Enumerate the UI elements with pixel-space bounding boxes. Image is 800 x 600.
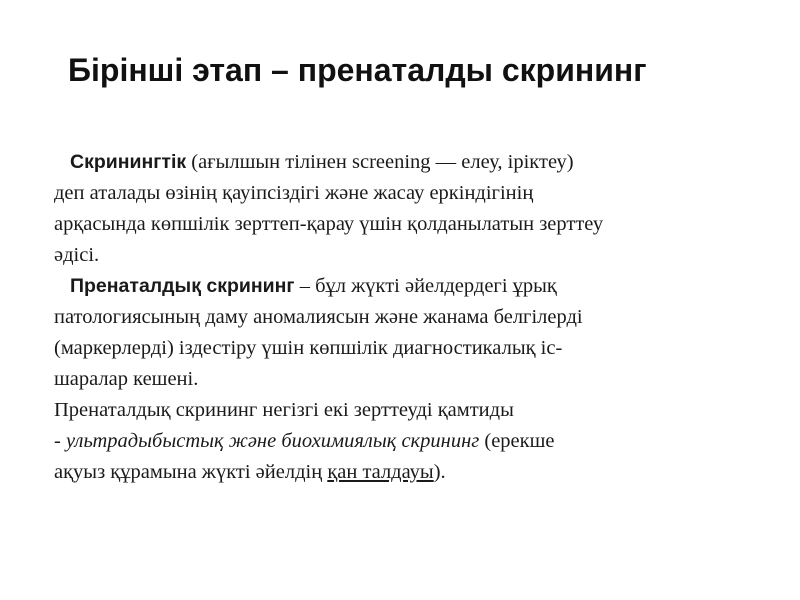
paragraph-1-line-1-text: (ағылшын тілінен screening — елеу, іріктеу) [186, 151, 574, 173]
paragraph-3-line-2-text: (ерекше [479, 430, 555, 452]
paragraph-2-line-4: шаралар кешені. [54, 368, 199, 390]
paragraph-2-line-1-text: – бұл жүкті әйелдердегі ұрық [294, 275, 557, 297]
paragraph-3-line-2 [54, 426, 774, 457]
paragraph-1-line-4: әдісі. [54, 244, 100, 266]
list-dash: - [54, 430, 66, 452]
paragraph-1-line-2: деп аталады өзінің қауіпсіздігі және жасау еркіндігінің [54, 182, 534, 204]
slide-title: Бірінші этап – пренаталды скрининг [68, 52, 647, 88]
paragraph-3-line-3-end: ). [433, 461, 446, 483]
paragraph-2-line-3: (маркерлерді) іздестіру үшін көпшілік диагностикалық іс- [54, 337, 563, 359]
slide-body [54, 147, 774, 488]
blood-test-underlined: қан талдауы [327, 461, 434, 483]
screening-term: Скринингтік [70, 151, 187, 173]
paragraph-2-line-1 [54, 271, 774, 302]
screening-types-italic: ультрадыбыстық және биохимиялық скрининг [65, 430, 480, 452]
paragraph-3-line-3-start: ақуыз құрамына жүкті әйелдің [54, 461, 328, 483]
paragraph-3-line-3 [54, 457, 774, 488]
paragraph-1-line-3: арқасында көпшілік зерттеп-қарау үшін қолданылатын зерттеу [54, 213, 604, 235]
prenatal-screening-term: Пренаталдық скрининг [70, 275, 295, 297]
paragraph-2-line-2: патологиясының даму аномалиясын және жанама белгілерді [54, 306, 583, 328]
paragraph-3-line-1: Пренаталдық скрининг негізгі екі зерттеуді қамтиды [54, 399, 514, 421]
paragraph-1-line-1 [54, 147, 774, 178]
